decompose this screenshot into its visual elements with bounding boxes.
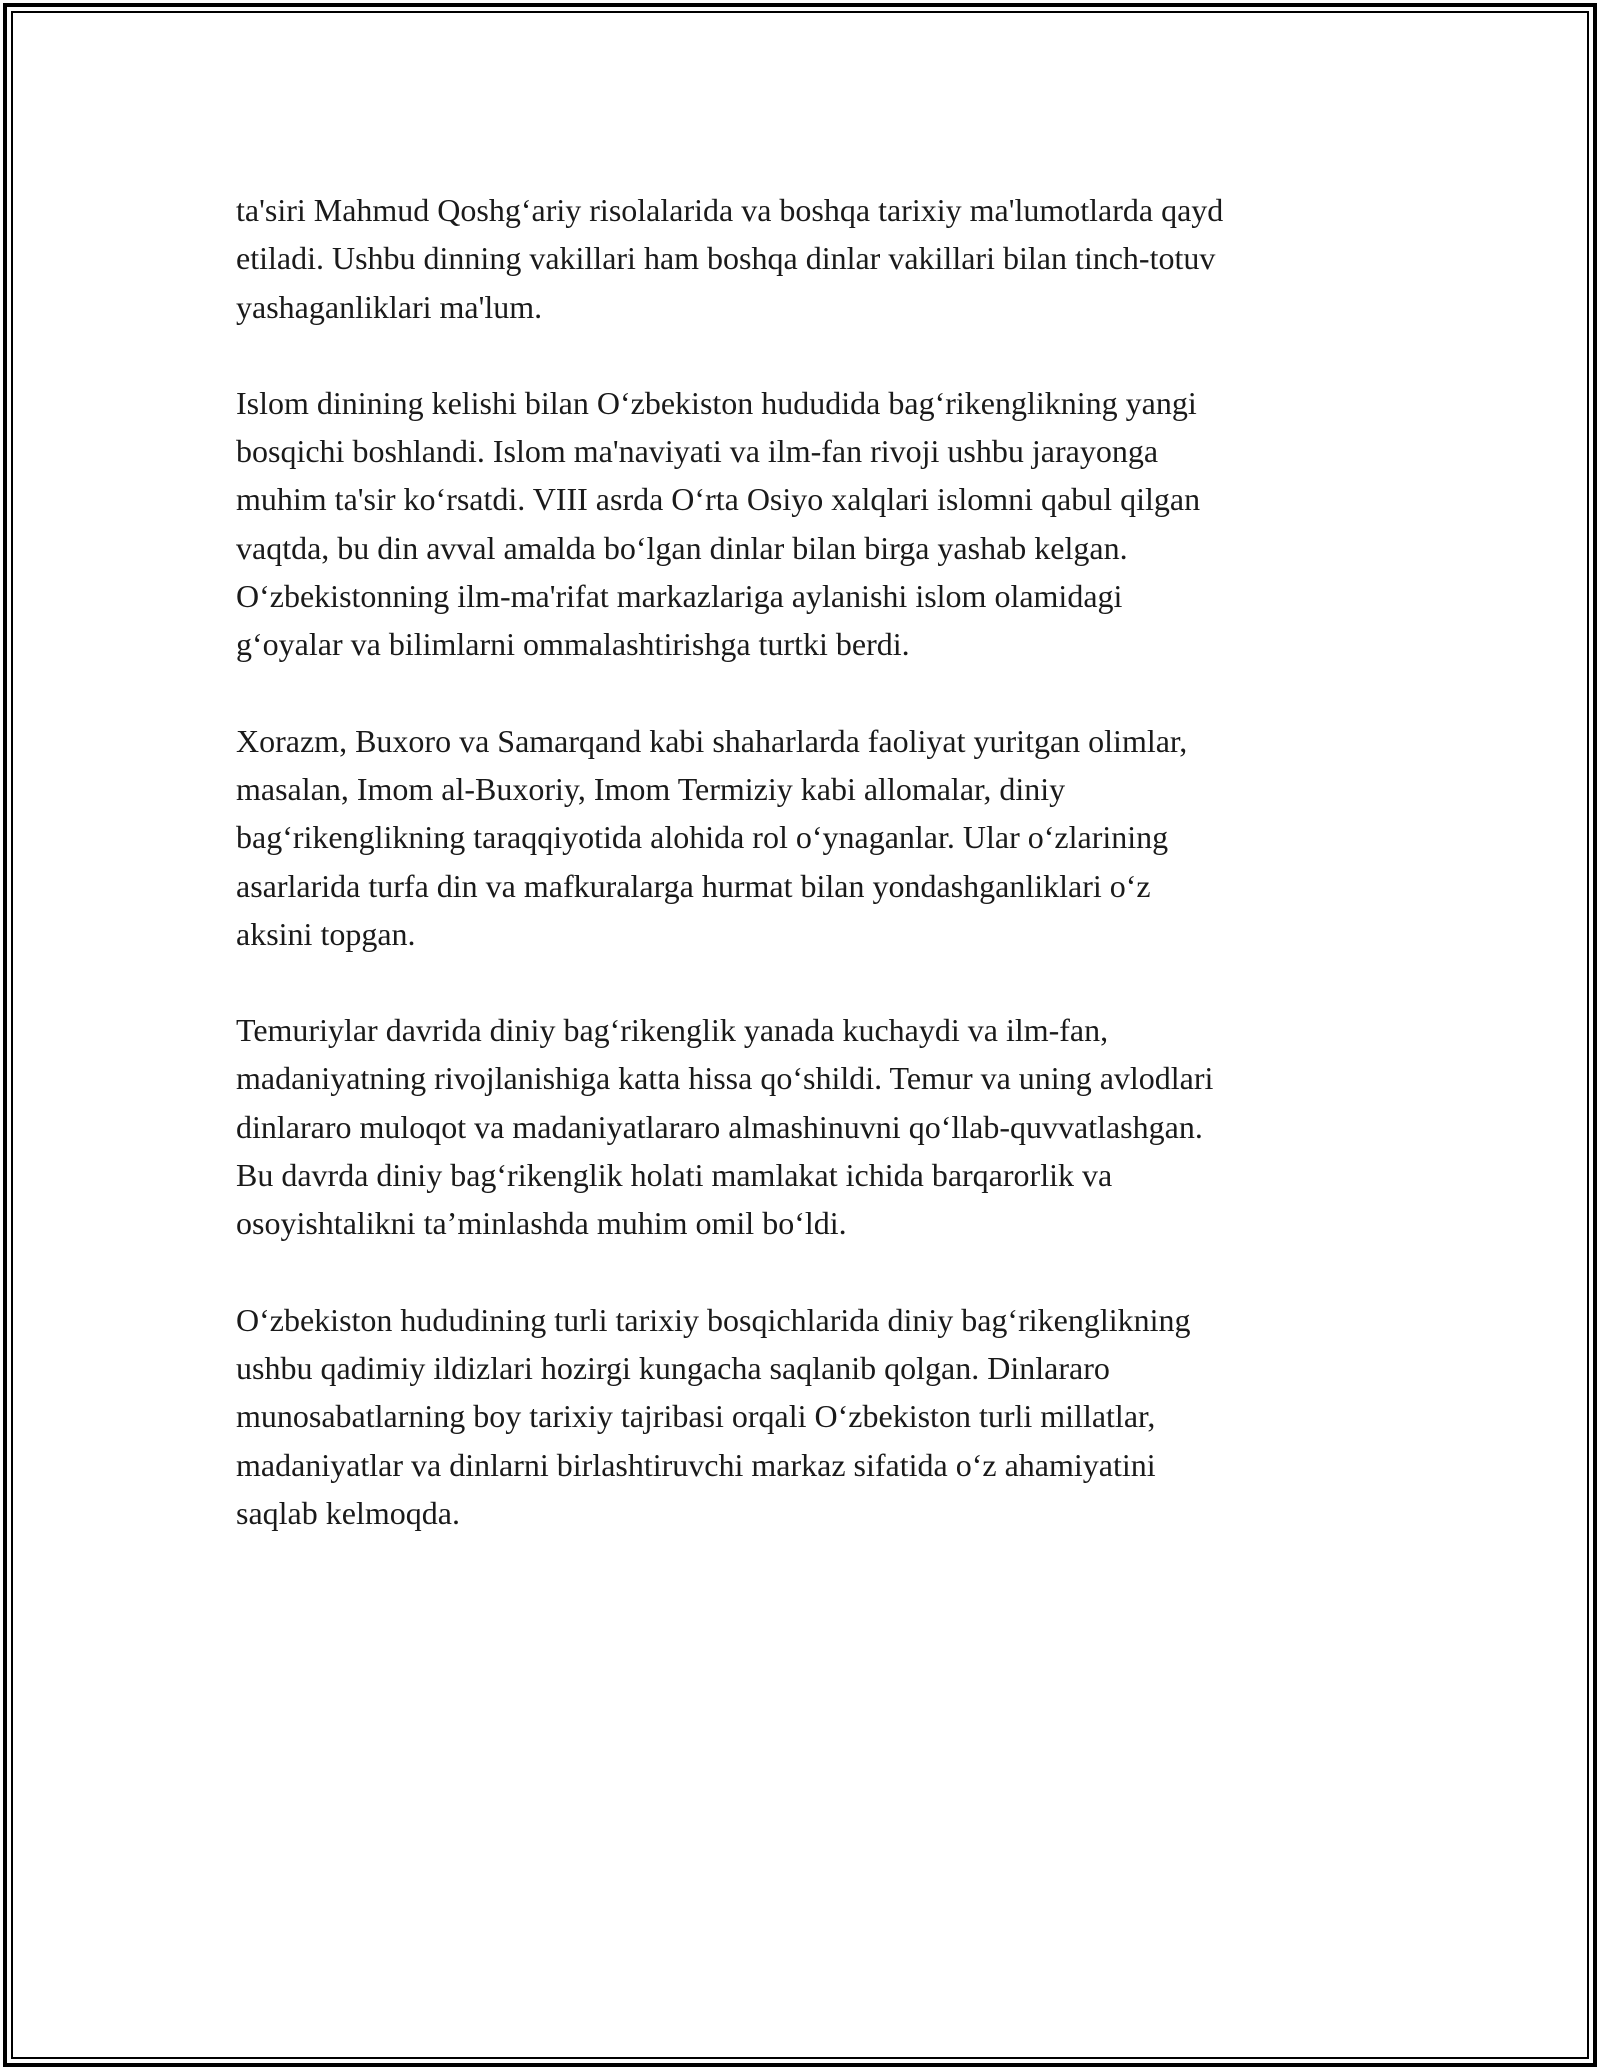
document-body (236, 186, 1386, 1585)
paragraph: Temuriylar davrida diniy bag‘rikenglik yanada kuchaydi va ilm-fan, madaniyatning rivojlanishiga katta hissa qo‘shildi. Temur va uning avlodlari dinlararo muloqot va madaniyatlararo almashinuvni qo‘llab-quvvatlashgan. Bu davrda diniy bag‘rikenglik holati mamlakat ichida barqarorlik va osoyishtalikni ta’minlashda muhim omil bo‘ldi. (236, 1012, 1214, 1242)
paragraph: Islom dinining kelishi bilan O‘zbekiston hududida bag‘rikenglikning yangi bosqichi boshlandi. Islom ma'naviyati va ilm-fan rivoji ushbu jarayonga muhim ta'sir ko‘rsatdi. VIII asrda O‘rta Osiyo xalqlari islomni qabul qilgan vaqtda, bu din avval amalda bo‘lgan dinlar bilan birga yashab kelgan. O‘zbekistonning ilm-ma'rifat markazlariga aylanishi islom olamidagi g‘oyalar va bilimlarni ommalashtirishga turtki berdi. (236, 384, 1201, 663)
paragraph: O‘zbekiston hududining turli tarixiy bosqichlarida diniy bag‘rikenglikning ushbu qadimiy ildizlari hozirgi kungacha saqlanib qolgan. Dinlararo munosabatlarning boy tarixiy tajribasi orqali O‘zbekiston turli millatlar, madaniyatlar va dinlarni birlashtiruvchi markaz sifatida o‘z ahamiyatini saqlab kelmoqda. (236, 1301, 1191, 1531)
paragraph: ta'siri Mahmud Qoshg‘ariy risolalarida va boshqa tarixiy ma'lumotlarda qayd etiladi. Ushbu dinning vakillari ham boshqa dinlar vakillari bilan tinch-totuv yashaganliklari ma'lum. (236, 192, 1224, 325)
paragraph: Xorazm, Buxoro va Samarqand kabi shaharlarda faoliyat yuritgan olimlar, masalan, Imom al-Buxoriy, Imom Termiziy kabi allomalar, diniy bag‘rikenglikning taraqqiyotida alohida rol o‘ynaganlar. Ular o‘zlarining asarlarida turfa din va mafkuralarga hurmat bilan yondashganliklari o‘z aksini topgan. (236, 722, 1188, 952)
